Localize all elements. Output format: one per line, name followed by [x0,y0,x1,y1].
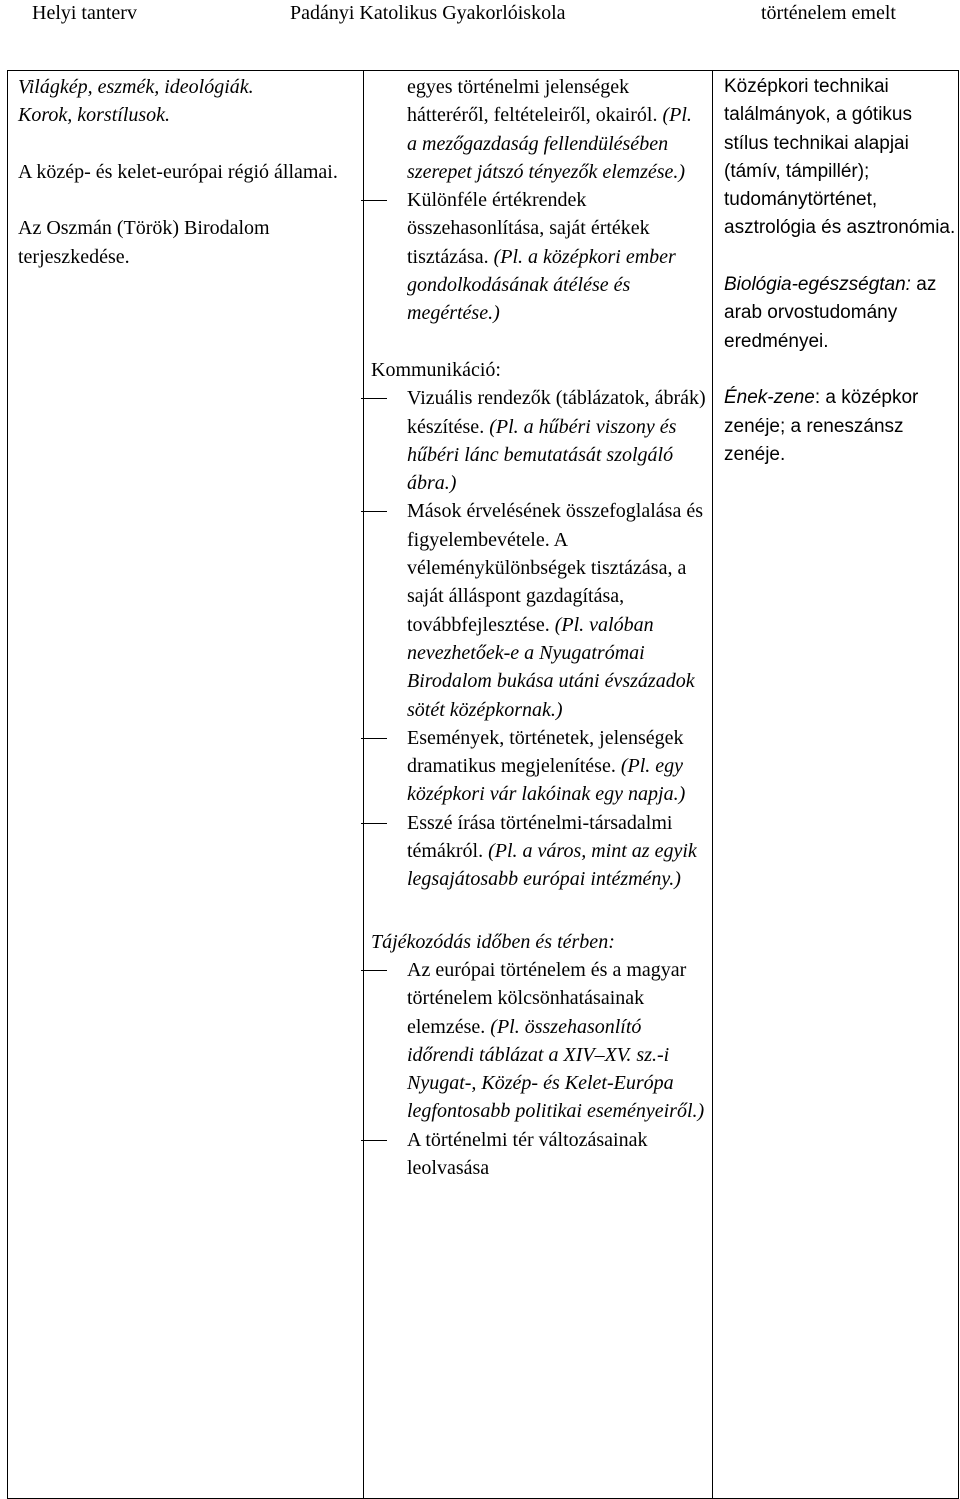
list-item [371,497,706,723]
dash-bullet [361,738,387,739]
list-item-example: (Pl. a város, mint az egyik legsajátosabb európai intézmény.) [407,840,697,891]
header-curriculum-label: Helyi tanterv [32,2,137,24]
list-item-text: Esszé írása történelmi-társadalmi témákról. [407,811,673,863]
list-item [371,384,706,497]
topics-column [18,73,353,299]
list-item-text: Vizuális rendezők (táblázatok, ábrák) készítése. [407,387,706,438]
continued-item [371,73,706,186]
topic-ottoman-empire: Az Oszmán (Török) Birodalom terjeszkedése. [18,217,270,268]
list-item-text: Az európai történelem és a magyar történelem kölcsönhatásainak elemzése. [407,958,687,1038]
list-item-example: (Pl. valóban nevezhetőek-e a Nyugatrómai Birodalom bukása utáni évszázadok sötét középkornak.) [407,613,695,721]
dash-bullet [361,200,387,201]
list-item-example: (Pl. a középkori ember gondolkodásának átélése és megértése.) [407,245,676,325]
list-item-text: Események, történetek, jelenségek dramatikus megjelenítése. [407,726,684,778]
list-item-example: (Pl. a hűbéri viszony és hűbéri lánc bemutatását szolgáló ábra.) [407,415,677,495]
list-item [371,809,706,894]
dash-bullet [361,511,387,512]
list-item-example: (Pl. összehasonlító időrendi táblázat a XIV–XV. sz.-i Nyugat-, Közép- és Kelet-Európa legfontosabb politikai eseményeiről.) [407,1015,705,1123]
topic-worldview [18,73,353,130]
connection-subject: Biológia-egészségtan: [724,274,911,296]
column-divider [712,71,713,1498]
connection-music [724,384,956,469]
list-item-text: Mások érvelésének összefoglalása és figyelembevétele. A véleménykülönbségek tisztázása, a saját álláspont gazdagítása, továbbfejlesztése. [407,500,703,636]
list-item-text: A történelmi tér változásainak leolvasása [407,1128,648,1179]
dash-bullet [361,1140,387,1141]
continued-item-text: egyes történelmi jelenségek hátteréről, feltételeiről, okairól. [407,76,658,127]
connection-text: : a középkor zenéje; a reneszánsz zenéje. [724,387,919,465]
connection-subject: Ének-zene [724,387,815,409]
connection-technology: Középkori technikai találmányok, a gótikus stílus technikai alapjai (támív, támpillér); tudománytörténet, asztrológia és asztronómia. [724,76,956,239]
dash-bullet [361,823,387,824]
continued-item-example: (Pl. a mezőgazdaság fellendülésében szerepet játszó tényezők elemzése.) [407,104,692,183]
list-item [371,956,706,1126]
header-subject: történelem emelt [761,2,896,24]
topic-worldview-line1: Világkép, eszmék, ideológiák. [18,76,254,98]
list-item-text: Különféle értékrendek összehasonlítása, saját értékek tisztázása. [407,189,650,268]
list-item [371,1126,706,1183]
column-divider [363,71,364,1498]
curriculum-table [7,70,959,1499]
page-header [0,0,960,32]
dash-bullet [361,398,387,399]
list-item-example: (Pl. egy középkori vár lakóinak egy napja.) [407,755,686,806]
activities-column [371,73,706,1182]
connection-text: az arab orvostudomány eredményei. [724,274,937,352]
section-title-communication: Kommunikáció: [371,358,501,381]
topic-worldview-line2: Korok, korstílusok. [18,104,171,127]
connection-biology [724,271,956,356]
header-school-name: Padányi Katolikus Gyakorlóiskola [290,2,566,24]
list-item [371,186,706,327]
dash-bullet [361,970,387,971]
section-title-orientation: Tájékozódás időben és térben: [371,930,615,953]
list-item [371,724,706,809]
topic-central-europe: A közép- és kelet-európai régió államai. [18,160,338,183]
connections-column [724,73,956,497]
